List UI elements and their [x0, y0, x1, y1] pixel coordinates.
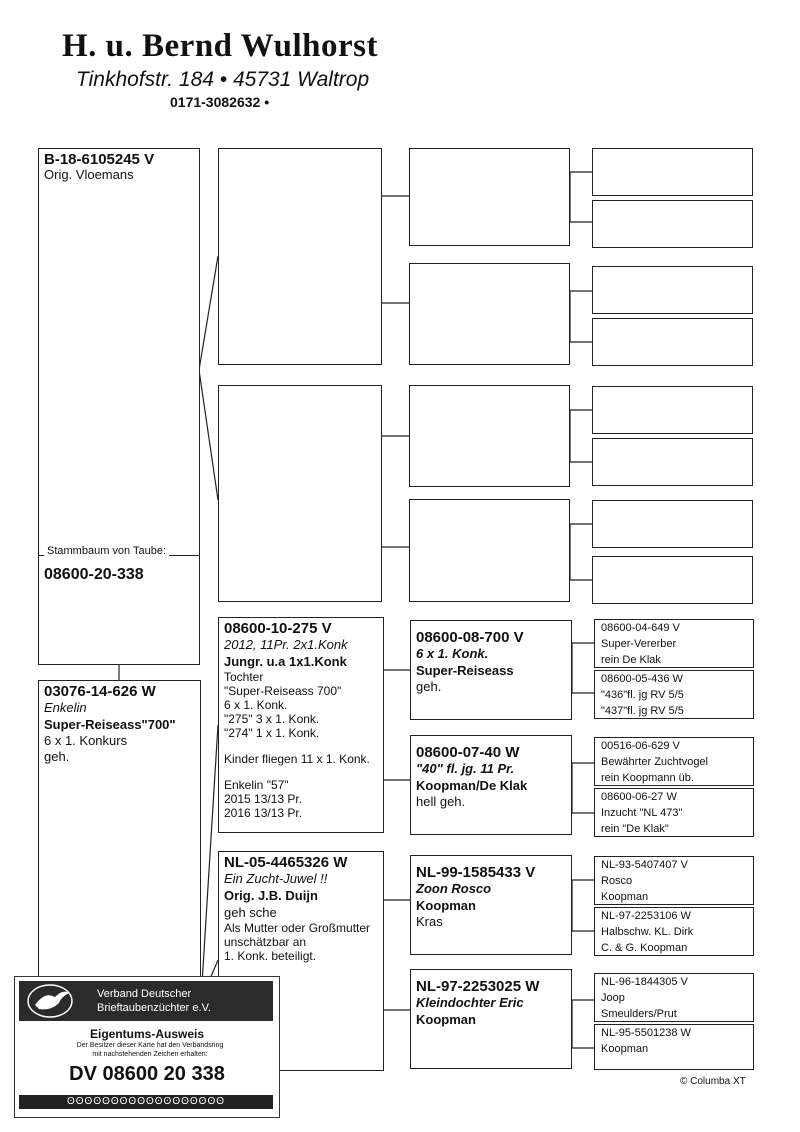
dam-line2: Super-Reiseass"700" [44, 717, 176, 732]
ownership-note-1: Der Besitzer dieser Karte hat den Verbandsring [76, 1042, 224, 1049]
ggp-1-line2: Super-Vererber [601, 638, 677, 650]
subject-ring: 08600-20-338 [44, 566, 144, 583]
dd-sire-box [410, 855, 572, 955]
sire-sire-box [218, 148, 382, 365]
subject-box [38, 555, 200, 665]
ownership-card-header [19, 981, 273, 1021]
sire-box [38, 148, 200, 566]
dam-sire-note-1: Tochter [224, 670, 264, 684]
ggp-6-line3: C. & G. Koopman [601, 942, 688, 954]
ds-sire-ring: 08600-08-700 V [416, 629, 524, 646]
dam-ggp-box-5 [594, 856, 754, 905]
dam-sire-note-8: 2016 13/13 Pr. [224, 806, 303, 820]
ggp-6-ring: NL-97-2253106 W [601, 910, 691, 922]
dam-line1: Enkelin [44, 700, 87, 715]
dd-sire-line2: Koopman [416, 898, 476, 913]
ownership-org-line2: Brieftaubenzüchter e.V. [97, 1002, 211, 1014]
ds-dam-line1: "40" fl. jg. 11 Pr. [416, 761, 515, 776]
ownership-note-2: mit nachstehenden Zeichen erhalten: [92, 1051, 208, 1058]
ownership-pattern-band: ʘʘʘʘʘʘʘʘʘʘʘʘʘʘʘʘʘʘ [19, 1095, 273, 1109]
dam-sire-note-4: "275" 3 x 1. Konk. [224, 712, 320, 726]
ownership-org-line1: Verband Deutscher [97, 988, 192, 1000]
ds-sire-line2: Super-Reiseass [416, 663, 514, 678]
ggp-4-line3: rein "De Klak" [601, 823, 669, 835]
sire-ggp-box-5 [592, 386, 753, 434]
sire-gp-box-1 [409, 148, 570, 246]
breeder-address: Tinkhofstr. 184 • 45731 Waltrop [76, 68, 370, 91]
dam-sire-note-3: 6 x 1. Konk. [224, 698, 288, 712]
ggp-4-line2: Inzucht "NL 473" [601, 807, 683, 819]
dam-ggp-box-1 [594, 619, 754, 668]
ggp-4-ring: 08600-06-27 W [601, 791, 677, 803]
ggp-5-line2: Rosco [601, 875, 633, 887]
ds-dam-line2: Koopman/De Klak [416, 778, 528, 793]
ggp-3-line3: rein Koopmann üb. [601, 772, 694, 784]
copyright: © Columba XT [680, 1076, 746, 1087]
ggp-3-ring: 00516-06-629 V [601, 740, 680, 752]
ggp-1-ring: 08600-04-649 V [601, 622, 680, 634]
sire-ggp-box-2 [592, 200, 753, 248]
dam-line4: geh. [44, 749, 70, 764]
dam-ggp-box-3 [594, 737, 754, 786]
dam-sire-kinder: Kinder fliegen 11 x 1. Konk. [224, 752, 370, 766]
ggp-8-ring: NL-95-5501238 W [601, 1027, 691, 1039]
dam-ggp-box-2 [594, 670, 754, 719]
dd-dam-line2: Koopman [416, 1012, 476, 1027]
pedigree-legend: Stammbaum von Taube: [44, 545, 169, 557]
sire-ring: B-18-6105245 V [44, 151, 155, 168]
dam-ring: 03076-14-626 W [44, 683, 156, 700]
dam-sire-box [218, 617, 384, 833]
dam-dam-line3: geh sche [224, 905, 277, 920]
sire-ggp-box-8 [592, 556, 753, 604]
ownership-ring-number: DV 08600 20 338 [69, 1063, 225, 1085]
sire-ggp-box-4 [592, 318, 753, 366]
dam-dam-note-1: Als Mutter oder Großmutter [224, 921, 371, 935]
ds-dam-ring: 08600-07-40 W [416, 744, 520, 761]
dd-dam-ring: NL-97-2253025 W [416, 978, 540, 995]
breeder-phone: 0171-3082632 • [170, 94, 270, 110]
dd-dam-box [410, 969, 572, 1069]
ds-sire-line3: geh. [416, 679, 442, 694]
ggp-1-line3: rein De Klak [601, 654, 661, 666]
ownership-title: Eigentums-Ausweis [89, 1027, 205, 1041]
sire-dam-box [218, 385, 382, 602]
dam-dam-ring: NL-05-4465326 W [224, 854, 348, 871]
dam-sire-note-7: 2015 13/13 Pr. [224, 792, 303, 806]
sire-ggp-box-3 [592, 266, 753, 314]
sire-gp-box-3 [409, 385, 570, 487]
breeder-name: H. u. Bernd Wulhorst [62, 28, 378, 64]
dam-sire-line2: Jungr. u.a 1x1.Konk [224, 654, 347, 669]
ggp-5-ring: NL-93-5407407 V [601, 859, 688, 871]
pigeon-logo-icon [25, 983, 75, 1019]
ggp-2-line2: "436"fl. jg RV 5/5 [601, 689, 684, 701]
ggp-8-line2: Koopman [601, 1043, 649, 1055]
dam-dam-line2: Orig. J.B. Duijn [224, 888, 318, 903]
dam-ggp-box-7 [594, 973, 754, 1022]
dam-sire-ring: 08600-10-275 V [224, 620, 332, 637]
ggp-5-line3: Koopman [601, 891, 649, 903]
ds-sire-line1: 6 x 1. Konk. [416, 646, 489, 661]
dam-ggp-box-4 [594, 788, 754, 837]
dam-ggp-box-6 [594, 907, 754, 956]
dam-dam-note-2: unschätzbar an [224, 935, 307, 949]
sire-gp-box-2 [409, 263, 570, 365]
ggp-3-line2: Bewährter Zuchtvogel [601, 756, 708, 768]
ds-dam-box [410, 735, 572, 835]
dam-dam-line1: Ein Zucht-Juwel !! [224, 871, 328, 886]
dam-sire-note-6: Enkelin "57" [224, 778, 289, 792]
dd-sire-line3: Kras [416, 914, 443, 929]
dam-sire-note-5: "274" 1 x 1. Konk. [224, 726, 320, 740]
ggp-7-ring: NL-96-1844305 V [601, 976, 688, 988]
dam-sire-note-2: "Super-Reiseass 700" [224, 684, 342, 698]
ds-sire-box [410, 620, 572, 720]
dd-sire-ring: NL-99-1585433 V [416, 864, 536, 881]
dam-dam-note-3: 1. Konk. beteiligt. [224, 949, 317, 963]
dd-sire-line1: Zoon Rosco [416, 881, 492, 896]
dd-dam-line1: Kleindochter Eric [416, 995, 524, 1010]
ggp-7-line2: Joop [601, 992, 625, 1004]
dam-ggp-box-8 [594, 1024, 754, 1070]
sire-gp-box-4 [409, 499, 570, 602]
ownership-card [14, 976, 280, 1118]
ggp-7-line3: Smeulders/Prut [601, 1008, 677, 1020]
ggp-2-line3: "437"fl. jg RV 5/5 [601, 705, 684, 717]
dam-line3: 6 x 1. Konkurs [44, 733, 128, 748]
dam-sire-line1: 2012, 11Pr. 2x1.Konk [224, 637, 348, 652]
sire-ggp-box-7 [592, 500, 753, 548]
ggp-6-line2: Halbschw. KL. Dirk [601, 926, 694, 938]
ggp-2-ring: 08600-05-436 W [601, 673, 683, 685]
sire-origin: Orig. Vloemans [44, 167, 134, 182]
sire-ggp-box-1 [592, 148, 753, 196]
sire-ggp-box-6 [592, 438, 753, 486]
ds-dam-line3: hell geh. [416, 794, 466, 809]
